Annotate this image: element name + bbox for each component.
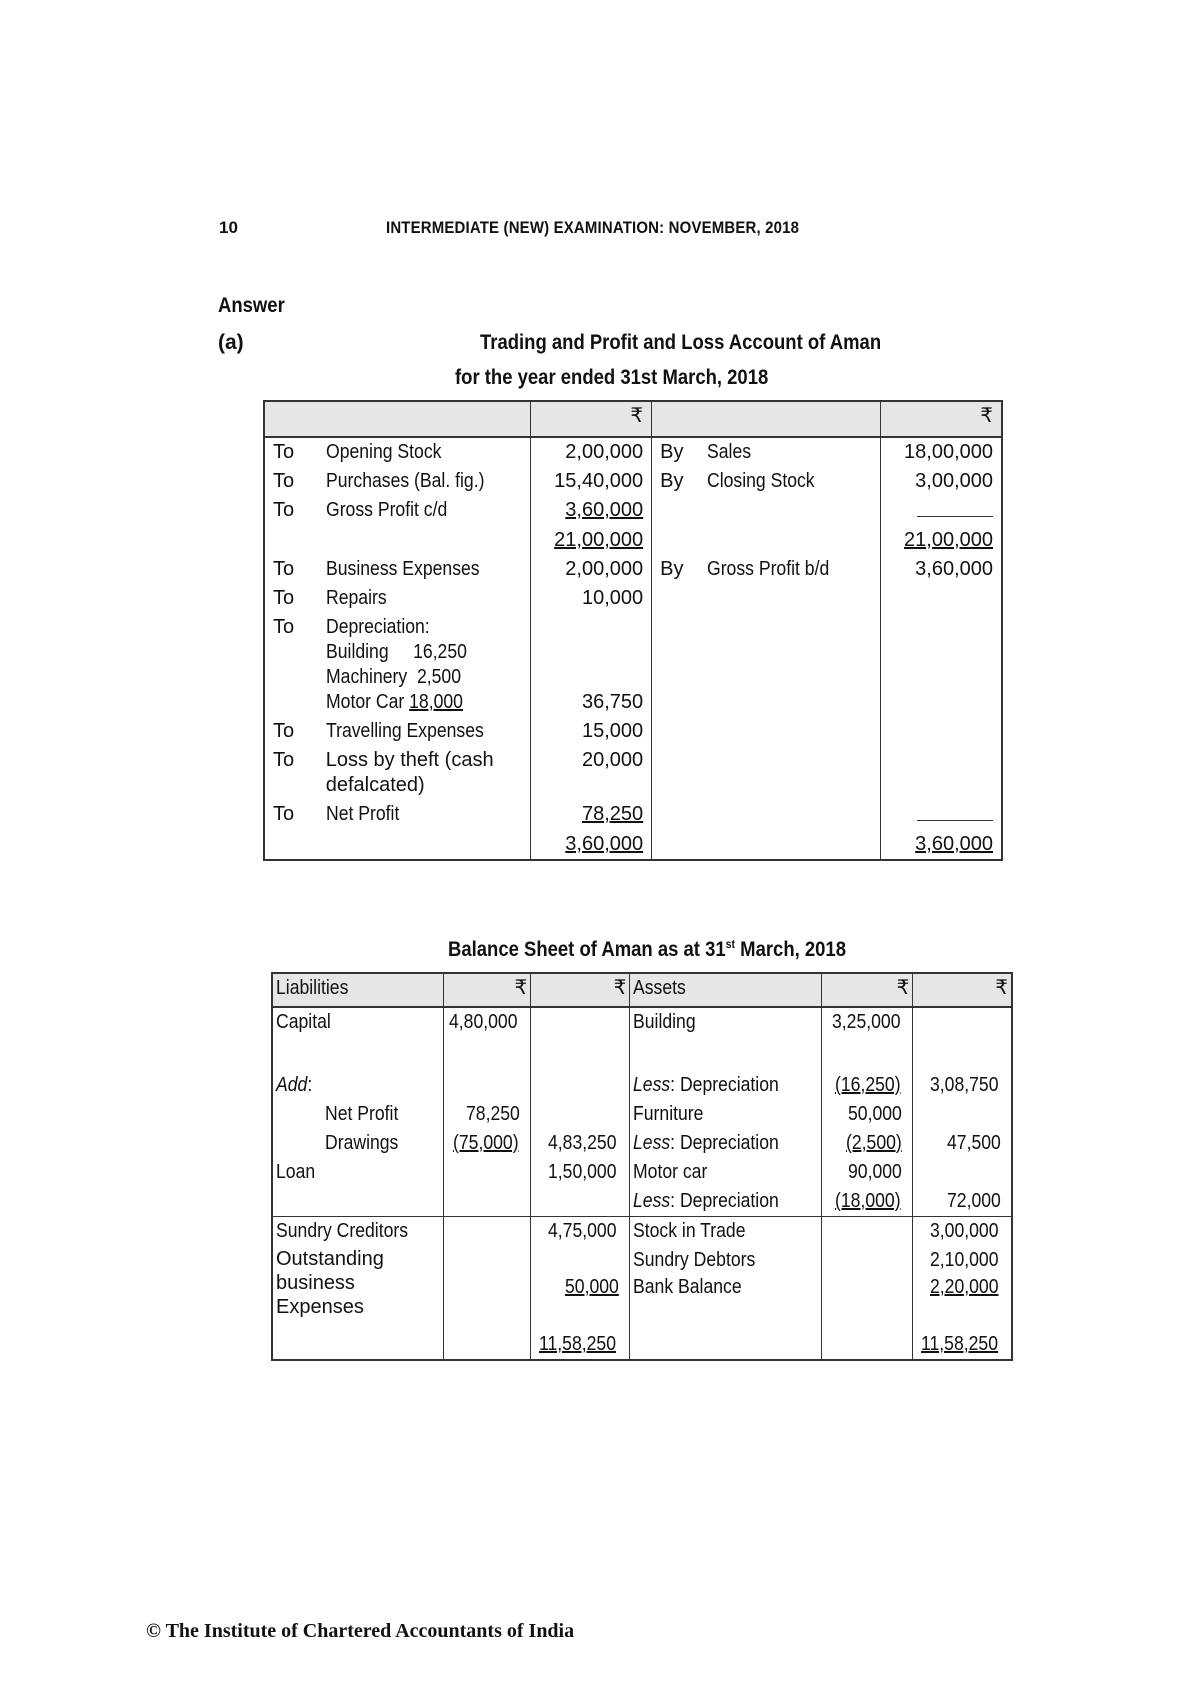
pl-title: Trading and Profit and Loss Account of Aman — [480, 331, 882, 354]
table-row: To Loss by theft (cash defalcated) 20,000 — [264, 746, 1002, 800]
currency-header: ₹ — [881, 401, 1002, 437]
exam-title: INTERMEDIATE (NEW) EXAMINATION: NOVEMBER, 2018 — [386, 218, 800, 237]
table-row: Outstanding business Expenses 50,000 Sundry Debtors Bank Balance 2,10,000 2,20,000 — [272, 1246, 1012, 1320]
table-row: Net Profit 78,250 Furniture 50,000 — [272, 1100, 1012, 1129]
table-row: Loan 1,50,000 Motor car 90,000 — [272, 1158, 1012, 1187]
balance-sheet-title: Balance Sheet of Aman as at 31st March, 2018 — [448, 937, 846, 961]
trading-pl-account-table — [263, 400, 1003, 861]
table-header-row: Liabilities ₹ ₹ Assets ₹ ₹ — [272, 973, 1012, 1007]
table-row: To Repairs 10,000 — [264, 584, 1002, 613]
part-label: (a) — [218, 331, 244, 354]
table-header-row — [264, 401, 1002, 437]
table-row: Sundry Creditors 4,75,000 Stock in Trade 3,00,000 — [272, 1217, 1012, 1247]
table-row: To Business Expenses 2,00,000 By Gross Profit b/d 3,60,000 — [264, 555, 1002, 584]
table-row: 3,60,000 3,60,000 — [264, 830, 1002, 860]
table-row: Add: Less: Depreciation (16,250) 3,08,750 — [272, 1071, 1012, 1100]
balance-sheet-table — [271, 972, 1013, 1361]
assets-header: Assets — [630, 973, 822, 1007]
table-row: To Depreciation: Building 16,250 Machinery 2,500 Motor Car 18,000 36,750 — [264, 613, 1002, 717]
liabilities-header: Liabilities — [272, 973, 444, 1007]
rule-line — [917, 498, 993, 517]
table-row: To Gross Profit c/d 3,60,000 — [264, 496, 1002, 526]
page-number: 10 — [219, 218, 238, 237]
currency-header: ₹ — [531, 401, 652, 437]
table-row: Less: Depreciation (18,000) 72,000 — [272, 1187, 1012, 1217]
pl-subtitle: for the year ended 31st March, 2018 — [455, 366, 769, 389]
table-row: Drawings (75,000) 4,83,250 Less: Depreciation (2,500) 47,500 — [272, 1129, 1012, 1158]
table-row: To Net Profit 78,250 — [264, 800, 1002, 830]
answer-label: Answer — [218, 294, 285, 317]
copyright-footer: © The Institute of Chartered Accountants of India — [146, 1620, 575, 1642]
rule-line — [917, 802, 993, 821]
table-row: To Purchases (Bal. fig.) 15,40,000 By Closing Stock 3,00,000 — [264, 467, 1002, 496]
table-row: 21,00,000 21,00,000 — [264, 526, 1002, 555]
table-row: Capital 4,80,000 Building 3,25,000 — [272, 1007, 1012, 1071]
table-row: To Opening Stock 2,00,000 By Sales 18,00,000 — [264, 437, 1002, 467]
table-row: 11,58,250 11,58,250 — [272, 1320, 1012, 1360]
table-row: To Travelling Expenses 15,000 — [264, 717, 1002, 746]
